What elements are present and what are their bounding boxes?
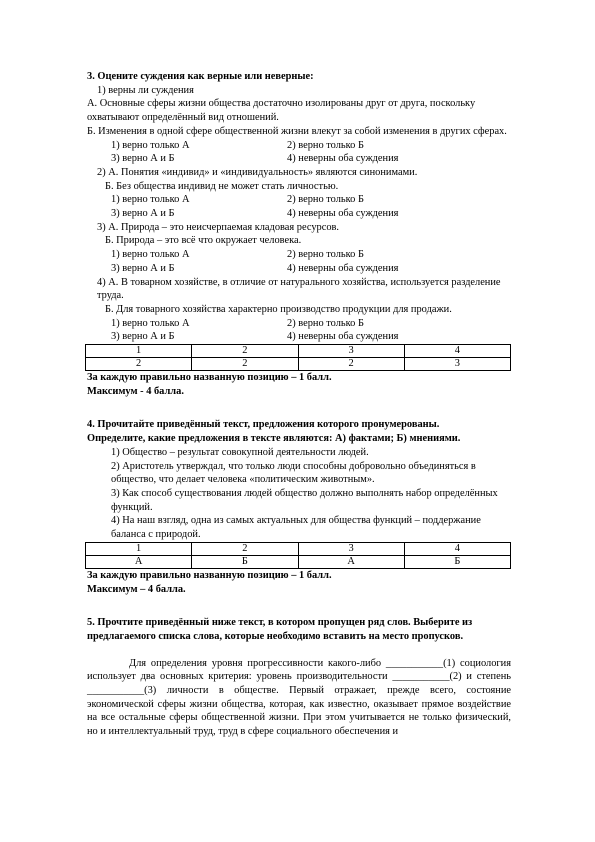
table-cell: 4 [404, 345, 510, 358]
table-cell: 2 [192, 345, 298, 358]
q4-max-note: Максимум – 4 балла. [87, 583, 186, 595]
q4-answer-table [85, 542, 511, 569]
q3-s2-options-row2 [87, 207, 511, 221]
table-cell: 2 [86, 358, 192, 371]
option-1: 1) верно только А [111, 139, 190, 151]
q3-score-note: За каждую правильно названную позицию – 1 балл. [87, 372, 332, 384]
q4-heading-line2: Определите, какие предложения в тексте являются: А) фактами; Б) мнениями. [87, 433, 461, 445]
table-row [86, 358, 511, 371]
q3-s3-b: Б. Природа – это всё что окружает человека. [105, 235, 302, 247]
table-cell: 4 [404, 542, 510, 555]
table-cell: 1 [86, 345, 192, 358]
q3-s1-options-row1 [87, 139, 511, 153]
table-header-row [86, 345, 511, 358]
q3-s4-options-row1 [87, 317, 511, 331]
table-cell: Б [404, 555, 510, 568]
table-cell: 2 [298, 358, 404, 371]
option-3: 3) верно А и Б [111, 331, 175, 343]
document-page [87, 70, 511, 739]
q3-answer-table [85, 344, 511, 371]
q4-item-2: 2) Аристотель утверждал, что только люди способны добровольно объединяться в общество, что делает человека «политическим животным». [111, 460, 476, 486]
q3-s1-options-row2 [87, 152, 511, 166]
q3-s2-a: 2) А. Понятия «индивид» и «индивидуальность» являются синонимами. [97, 166, 418, 178]
table-cell: 2 [192, 542, 298, 555]
table-cell: 3 [298, 345, 404, 358]
option-3: 3) верно А и Б [111, 153, 175, 165]
option-2: 2) верно только Б [287, 194, 364, 206]
option-4: 4) неверны оба суждения [287, 331, 399, 343]
table-cell: А [298, 555, 404, 568]
q5-passage: Для определения уровня прогрессивности какого-либо ___________(1) социология использует два основных критерия: уровень производительности ___________(2) и степень ___________(3) личности в обществе. Первый отражает, прежде всего, состояние экономической сферы жизни общества, которая, как известно, оказывает прямое воздействие на все остальные сферы общественной жизни. При этом учитывается не только физический, но и интеллектуальный труд, труд в сфере социального обеспечения и [87, 657, 511, 738]
q3-s3-options-row1 [87, 248, 511, 262]
q4-score-note: За каждую правильно названную позицию – 1 балл. [87, 569, 332, 581]
q4-item-4: 4) На наш взгляд, одна из самых актуальных для общества функций – поддержание баланса с природой. [111, 515, 481, 541]
option-4: 4) неверны оба суждения [287, 153, 399, 165]
option-4: 4) неверны оба суждения [287, 262, 399, 274]
option-4: 4) неверны оба суждения [287, 208, 399, 220]
q5-heading: 5. Прочтите приведённый ниже текст, в котором пропущен ряд слов. Выберите из предлагаемого списка слова, которые необходимо вставить на место пропусков. [87, 617, 473, 642]
q3-s4-options-row2 [87, 330, 511, 344]
q3-s3-a: 3) А. Природа – это неисчерпаемая кладовая ресурсов. [97, 221, 340, 233]
option-1: 1) верно только А [111, 317, 190, 329]
q4-item-1: 1) Общество – результат совокупной деятельности людей. [111, 446, 369, 458]
option-2: 2) верно только Б [287, 249, 364, 261]
q3-s1-label: 1) верны ли суждения [97, 84, 194, 96]
table-cell: Б [192, 555, 298, 568]
q3-s3-options-row2 [87, 262, 511, 276]
q3-s4-a: 4) А. В товарном хозяйстве, в отличие от натурального хозяйства, используется разделение труда. [97, 276, 501, 302]
q3-s1-a: А. Основные сферы жизни общества достаточно изолированы друг от друга, поскольку охватывают определённый вид отношений. [87, 98, 476, 124]
q3-s2-options-row1 [87, 193, 511, 207]
q3-s4-b: Б. Для товарного хозяйства характерно производство продукции для продажи. [105, 303, 452, 315]
table-cell: 3 [298, 542, 404, 555]
option-3: 3) верно А и Б [111, 208, 175, 220]
q3-s2-b: Б. Без общества индивид не может стать личностью. [105, 180, 339, 192]
q3-heading: 3. Оцените суждения как верные или неверные: [87, 71, 314, 82]
option-3: 3) верно А и Б [111, 262, 175, 274]
table-row [86, 555, 511, 568]
q3-s1-b: Б. Изменения в одной сфере общественной жизни влекут за собой изменения в других сферах. [87, 125, 507, 137]
q3-max-note: Максимум - 4 балла. [87, 385, 184, 397]
option-1: 1) верно только А [111, 249, 190, 261]
table-cell: А [86, 555, 192, 568]
table-cell: 3 [404, 358, 510, 371]
table-cell: 2 [192, 358, 298, 371]
option-2: 2) верно только Б [287, 317, 364, 329]
q4-item-3: 3) Как способ существования людей общество должно выполнять набор определённых функций. [111, 487, 498, 513]
option-1: 1) верно только А [111, 194, 190, 206]
table-cell: 1 [86, 542, 192, 555]
option-2: 2) верно только Б [287, 139, 364, 151]
q4-heading-line1: 4. Прочитайте приведённый текст, предложения которого пронумерованы. [87, 419, 440, 431]
table-header-row [86, 542, 511, 555]
